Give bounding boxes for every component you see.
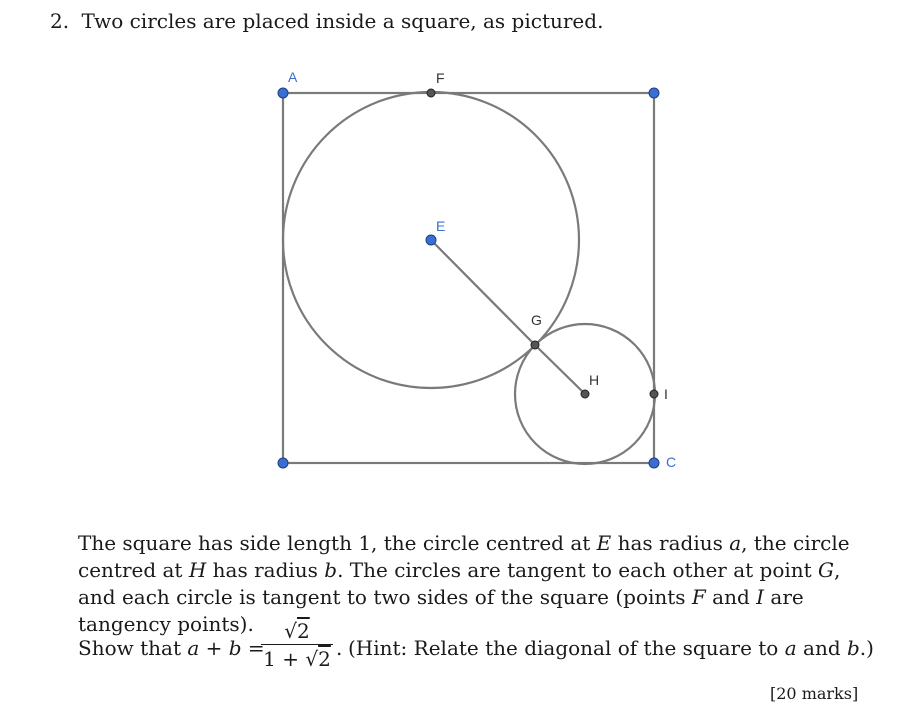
denominator-prefix: 1 +	[263, 647, 306, 671]
text-segment: , and each circle is tangent to two sides of the square (points	[78, 558, 841, 609]
math-a: a	[187, 636, 200, 660]
sqrt-radicand: 2	[297, 619, 310, 643]
claim-period: .	[336, 636, 343, 660]
math-b: b	[324, 558, 338, 582]
hint-text: .)	[859, 636, 874, 660]
sqrt-sign: √	[305, 647, 319, 671]
math-i: I	[756, 585, 765, 609]
label-a: A	[288, 69, 298, 85]
math-h: H	[188, 558, 207, 582]
label-i: I	[664, 386, 668, 402]
radius-gh	[535, 345, 585, 394]
hint-text: and	[796, 636, 847, 660]
math-g: G	[818, 558, 835, 582]
sqrt-radicand: 2	[318, 647, 331, 671]
text-segment: . The circles are tangent to each other at point	[337, 558, 819, 582]
math-equals: =	[241, 636, 265, 660]
fraction	[261, 618, 333, 671]
math-b: b	[228, 636, 242, 660]
text-segment: and	[705, 585, 757, 609]
math-a: a	[784, 636, 797, 660]
label-h: H	[589, 372, 600, 388]
point-h	[581, 390, 589, 398]
point-e	[426, 235, 436, 245]
claim-prefix	[78, 636, 265, 660]
math-e: E	[596, 531, 612, 555]
claim-show-that: Show that	[78, 636, 188, 660]
label-g: G	[531, 312, 542, 328]
fraction-denominator	[261, 645, 333, 671]
fraction-numerator	[261, 618, 333, 645]
point-g	[531, 341, 539, 349]
math-a: a	[729, 531, 742, 555]
text-segment: , the circle centred at	[78, 531, 850, 582]
marks-indicator: [20 marks]	[770, 684, 859, 703]
label-e: E	[436, 218, 446, 234]
claim-equation	[78, 618, 878, 678]
point-c	[649, 458, 659, 468]
math-f: F	[691, 585, 706, 609]
point-i	[650, 390, 658, 398]
point-top-right	[649, 88, 659, 98]
math-plus: +	[199, 636, 229, 660]
label-f: F	[436, 70, 445, 86]
text-segment: The square has side length 1, the circle centred at	[78, 531, 597, 555]
hint-text: (Hint: Relate the diagonal of the square to	[348, 636, 785, 660]
label-c: C	[666, 454, 677, 470]
point-bottom-left	[278, 458, 288, 468]
point-a	[278, 88, 288, 98]
sqrt-sign: √	[284, 619, 297, 643]
radius-eg	[431, 240, 535, 345]
text-segment: are tangency points).	[78, 585, 804, 636]
math-b: b	[846, 636, 860, 660]
point-f	[427, 89, 435, 97]
problem-text: Two circles are placed inside a square, as pictured.	[81, 9, 604, 33]
problem-number: 2.	[50, 9, 70, 33]
hint	[348, 636, 874, 660]
text-segment: has radius	[611, 531, 730, 555]
text-segment: has radius	[206, 558, 325, 582]
